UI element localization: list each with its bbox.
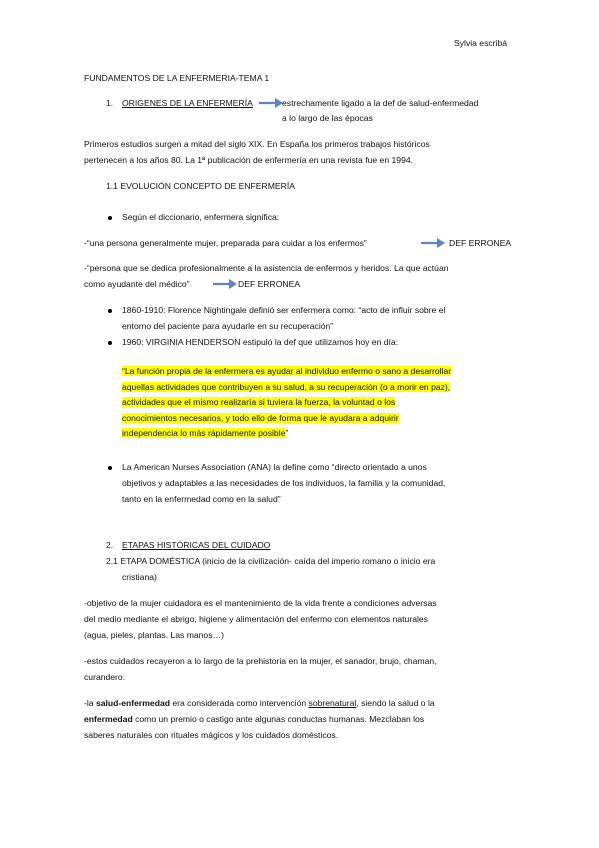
subsection-2-1-line2: cristiana) (122, 572, 157, 582)
section-1-desc-line1: estrechamente ligado a la def de salud-enfermedad (282, 98, 479, 108)
bullet-icon (108, 341, 112, 345)
ana-line3: tanto en la enfermedad como en la salud” (122, 494, 281, 504)
ana-line2: objetivos y adaptables a las necesidades de los individuos, la familia y la comunidad, (122, 478, 446, 488)
quote-line-1: “La función propia de la enfermera es ayudar al individuo enfermo o sano a desarrollar (122, 366, 452, 376)
quote-closing-mark: ” (285, 428, 289, 438)
health-paragraph-line1 (84, 698, 435, 709)
text-run: , siendo la salud o la (356, 698, 435, 708)
subsection-1-1-title: 1.1 EVOLUCIÓN CONCEPTO DE ENFERMERÍA (106, 181, 295, 191)
health-paragraph-line2 (84, 714, 424, 725)
definition-2-line2: como ayudante del médico” (84, 279, 190, 289)
bullet-icon (108, 216, 112, 220)
section-2-title: ETAPAS HISTÓRICAS DEL CUIDADO (122, 540, 271, 550)
text-run-bold: enfermedad (84, 714, 133, 724)
caregivers-line1: -estos cuidados recayeron a lo largo de la prehistoria en la mujer, el sanador, brujo, chaman, (84, 656, 437, 666)
document-title: FUNDAMENTOS DE LA ENFERMERIA-TEMA 1 (84, 73, 270, 83)
text-run: como un premio o castigo ante algunas conductas humanas. Mezclaban los (132, 714, 425, 724)
health-paragraph-line3: saberes naturales con rituales mágicos y los cuidados domésticos. (84, 730, 339, 740)
intro-paragraph-line1: Primeros estudios surgen a mitad del siglo XIX. En España los primeros trabajos históricos (84, 139, 430, 149)
quote-line-4: conocimientos necesarios, y todo ello de forma que le ayudara a adquirir (122, 412, 399, 423)
section-1-title: ORIGENES DE LA ENFERMERÍA (122, 98, 253, 108)
definition-2-verdict: DEF ERRONEA (238, 279, 301, 289)
caregivers-line2: curandero. (84, 672, 126, 682)
intro-paragraph-line2: pertenecen a los años 80. La 1ª publicación de enfermería en una revista fue en 1994. (84, 155, 414, 165)
right-arrow-icon (212, 278, 238, 290)
definition-1-text: -“una persona generalmente mujer, preparada para cuidar a los enfermos” (84, 238, 367, 248)
nightingale-line1: 1860-1910: Florence Nightingale definió ser enfermera como: “acto de influir sobre el (122, 305, 446, 315)
bullet-icon (108, 466, 112, 470)
section-1-number: 1. (106, 98, 114, 108)
henderson-quote (122, 364, 451, 442)
text-run-bold: salud-enfermedad (95, 698, 170, 708)
text-run-underlined: sobrenatural (308, 698, 357, 708)
dictionary-bullet-text: Según el diccionario, enfermera significa: (122, 212, 280, 222)
right-arrow-icon (420, 237, 446, 249)
definition-1-verdict: DEF ERRONEA (449, 238, 512, 248)
subsection-2-1-line1: 2.1 ETAPA DOMÉSTICA (inicio de la civilización- caída del imperio romano o inicio era (106, 556, 436, 566)
quote-line-5: independencia lo más rápidamente posible (122, 428, 286, 438)
header-author: Sylvia escribá (454, 38, 508, 48)
bullet-icon (108, 309, 112, 313)
quote-line-3: actividades que el mismo realizaría si tuviera la fuerza, la voluntad o los (122, 397, 396, 407)
section-1-desc-line2: a lo largo de las épocas (282, 113, 373, 123)
nightingale-line2: entorno del paciente para ayudarle en su recuperación” (122, 321, 334, 331)
text-run: era considerada como intervención (169, 698, 309, 708)
ana-line1: La American Nurses Association (ANA) la define como “directo orientado a unos (122, 462, 427, 472)
objective-line2: del medio mediante el abrigo, higiene y alimentación del enfermo con elementos naturales (84, 614, 428, 624)
objective-line1: -objetivo de la mujer cuidadora es el mantenimiento de la vida frente a condiciones adversas (84, 598, 437, 608)
definition-2-line1: -“persona que se dedica profesionalmente a la asistencia de enfermos y heridos. La que actúan (84, 263, 449, 273)
section-2-number: 2. (106, 540, 114, 550)
quote-line-2: aquellas actividades que contribuyen a su salud, a su recuperación (o a morir en paz), (122, 381, 451, 392)
text-run: -la (84, 698, 96, 708)
right-arrow-icon (258, 97, 284, 109)
henderson-text: 1960: VIRGINIA HENDERSON estipuló la def que utilizamos hoy en día: (122, 337, 399, 347)
objective-line3: (agua, pieles, plantas. Las manos…) (84, 630, 224, 640)
